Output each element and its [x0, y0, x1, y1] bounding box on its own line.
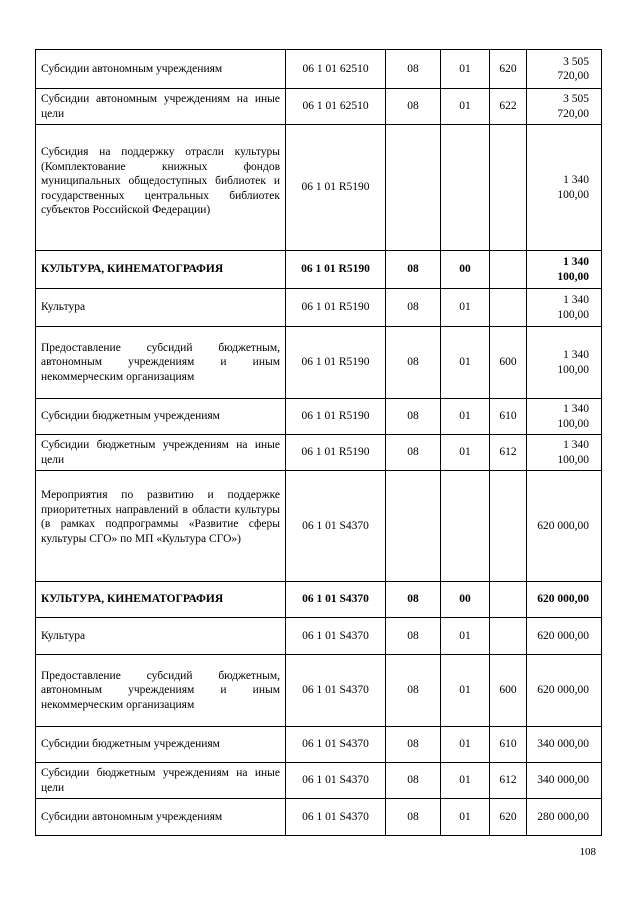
row-subsection: 01: [441, 655, 490, 727]
row-type: 620: [490, 50, 527, 89]
row-code: 06 1 01 S4370: [286, 618, 386, 655]
row-type: [490, 618, 527, 655]
row-amount: 1 340 100,00: [527, 289, 602, 327]
budget-table: [35, 49, 602, 836]
row-code: 06 1 01 R5190: [286, 125, 386, 251]
row-subsection: 01: [441, 89, 490, 125]
row-type: 600: [490, 327, 527, 399]
row-amount: 620 000,00: [527, 618, 602, 655]
row-section: 08: [386, 251, 441, 289]
row-name: Субсидия на поддержку отрасли культуры (Комплектование книжных фондов муниципальных общедоступных библиотек и государственных центральных библиотек субъектов Российской Федерации): [36, 125, 286, 251]
row-subsection: 01: [441, 618, 490, 655]
table-row: [36, 763, 602, 799]
row-code: 06 1 01 S4370: [286, 763, 386, 799]
row-subsection: 01: [441, 399, 490, 435]
table-row: [36, 289, 602, 327]
row-subsection: 01: [441, 435, 490, 471]
row-code: 06 1 01 R5190: [286, 289, 386, 327]
row-subsection: 01: [441, 799, 490, 836]
row-name: Субсидии автономным учреждениям: [36, 50, 286, 89]
row-amount: 620 000,00: [527, 655, 602, 727]
row-type: 610: [490, 727, 527, 763]
row-type: 622: [490, 89, 527, 125]
row-amount: 620 000,00: [527, 582, 602, 618]
row-name: Субсидии бюджетным учреждениям на иные цели: [36, 435, 286, 471]
row-subsection: 01: [441, 50, 490, 89]
row-subsection: 01: [441, 763, 490, 799]
page-number: 108: [579, 846, 596, 858]
table-row: [36, 799, 602, 836]
row-section: 08: [386, 655, 441, 727]
row-name: Субсидии бюджетным учреждениям на иные цели: [36, 763, 286, 799]
table-row: [36, 327, 602, 399]
row-subsection: 01: [441, 289, 490, 327]
table-row: [36, 399, 602, 435]
row-amount: 1 340 100,00: [527, 251, 602, 289]
row-name: Культура: [36, 618, 286, 655]
row-subsection: 00: [441, 251, 490, 289]
row-name: Субсидии бюджетным учреждениям: [36, 727, 286, 763]
row-name: Субсидии автономным учреждениям на иные цели: [36, 89, 286, 125]
row-type: 612: [490, 435, 527, 471]
row-section: 08: [386, 727, 441, 763]
row-name: Предоставление субсидий бюджетным, автономным учреждениям и иным некоммерческим организациям: [36, 327, 286, 399]
row-type: 612: [490, 763, 527, 799]
row-amount: 620 000,00: [527, 471, 602, 582]
row-code: 06 1 01 S4370: [286, 727, 386, 763]
row-code: 06 1 01 R5190: [286, 251, 386, 289]
row-name: Культура: [36, 289, 286, 327]
row-section: 08: [386, 327, 441, 399]
row-subsection: 00: [441, 582, 490, 618]
row-section: 08: [386, 435, 441, 471]
table-row: [36, 618, 602, 655]
table-row: [36, 582, 602, 618]
row-subsection: 01: [441, 727, 490, 763]
row-section: 08: [386, 289, 441, 327]
row-code: 06 1 01 62510: [286, 50, 386, 89]
row-amount: 1 340 100,00: [527, 435, 602, 471]
row-type: 610: [490, 399, 527, 435]
row-section: [386, 125, 441, 251]
table-row: [36, 435, 602, 471]
row-section: [386, 471, 441, 582]
table-row: [36, 655, 602, 727]
table-body: [36, 50, 602, 836]
row-code: 06 1 01 S4370: [286, 655, 386, 727]
row-subsection: 01: [441, 327, 490, 399]
row-subsection: [441, 125, 490, 251]
row-section: 08: [386, 618, 441, 655]
row-section: 08: [386, 89, 441, 125]
row-name: Мероприятия по развитию и поддержке приоритетных направлений в области культуры (в рамках подпрограммы «Развитие сферы культуры СГО» по МП «Культура СГО»): [36, 471, 286, 582]
row-code: 06 1 01 S4370: [286, 582, 386, 618]
table-row: [36, 89, 602, 125]
row-section: 08: [386, 399, 441, 435]
table-row: [36, 251, 602, 289]
row-amount: 1 340 100,00: [527, 327, 602, 399]
row-subsection: [441, 471, 490, 582]
row-amount: 3 505 720,00: [527, 50, 602, 89]
row-amount: 3 505 720,00: [527, 89, 602, 125]
row-amount: 1 340 100,00: [527, 125, 602, 251]
row-type: [490, 289, 527, 327]
row-amount: 340 000,00: [527, 763, 602, 799]
table-row: [36, 125, 602, 251]
row-section: 08: [386, 582, 441, 618]
row-type: [490, 125, 527, 251]
row-type: [490, 251, 527, 289]
row-amount: 1 340 100,00: [527, 399, 602, 435]
table-row: [36, 50, 602, 89]
row-name: Предоставление субсидий бюджетным, автономным учреждениям и иным некоммерческим организациям: [36, 655, 286, 727]
row-section: 08: [386, 799, 441, 836]
row-code: 06 1 01 R5190: [286, 399, 386, 435]
row-type: [490, 582, 527, 618]
row-section: 08: [386, 50, 441, 89]
table-row: [36, 727, 602, 763]
table-row: [36, 471, 602, 582]
row-code: 06 1 01 R5190: [286, 327, 386, 399]
row-name: КУЛЬТУРА, КИНЕМАТОГРАФИЯ: [36, 251, 286, 289]
row-name: Субсидии автономным учреждениям: [36, 799, 286, 836]
row-code: 06 1 01 R5190: [286, 435, 386, 471]
row-type: 620: [490, 799, 527, 836]
row-type: [490, 471, 527, 582]
row-amount: 340 000,00: [527, 727, 602, 763]
row-code: 06 1 01 S4370: [286, 799, 386, 836]
row-section: 08: [386, 763, 441, 799]
row-name: КУЛЬТУРА, КИНЕМАТОГРАФИЯ: [36, 582, 286, 618]
row-code: 06 1 01 S4370: [286, 471, 386, 582]
row-code: 06 1 01 62510: [286, 89, 386, 125]
row-amount: 280 000,00: [527, 799, 602, 836]
row-type: 600: [490, 655, 527, 727]
row-name: Субсидии бюджетным учреждениям: [36, 399, 286, 435]
